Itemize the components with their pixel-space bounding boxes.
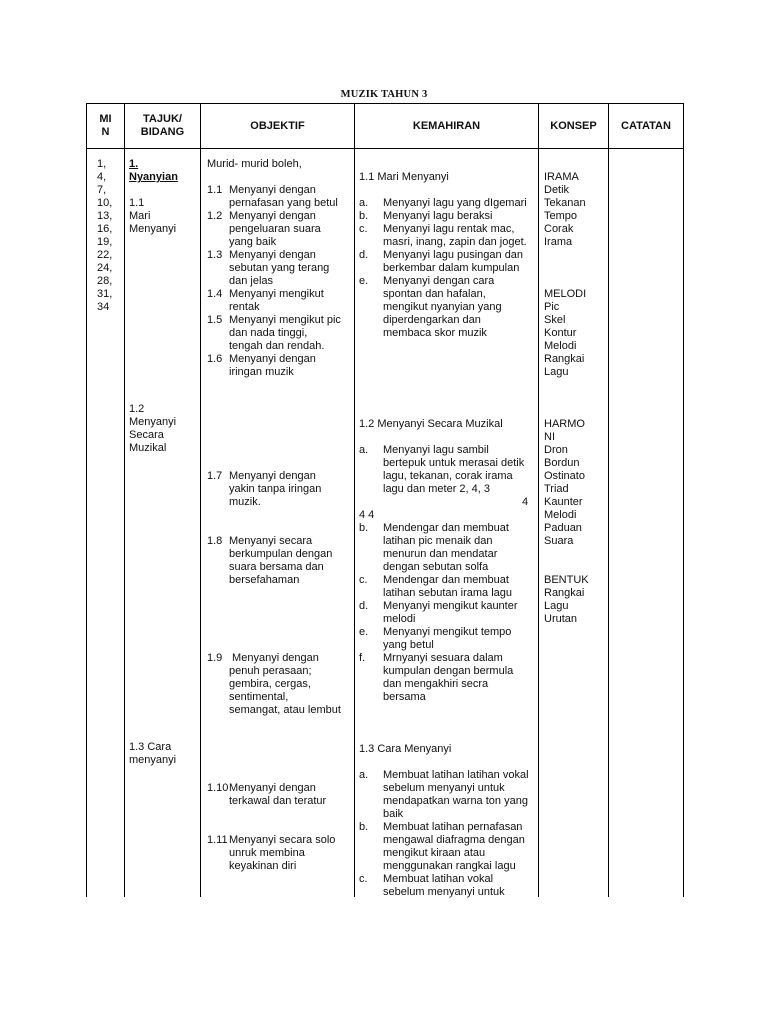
- kemahiran-item: [359, 600, 518, 626]
- text-line: keyakinan diri: [229, 860, 297, 872]
- konsep-item: Detik: [544, 184, 570, 196]
- header-tajuk-line1: TAJUK/: [143, 113, 182, 125]
- kemahiran-item: [359, 249, 523, 275]
- tajuk-1-3-line2: menyanyi: [129, 754, 177, 766]
- konsep-item: HARMO: [544, 418, 585, 430]
- col-divider: [124, 104, 125, 897]
- minggu-value: 34: [97, 301, 110, 313]
- text-line: menurun dan mendatar: [383, 548, 498, 560]
- minggu-value: 24,: [97, 262, 113, 274]
- konsep-item: Suara: [544, 535, 574, 547]
- header-catatan: [609, 104, 683, 148]
- kemahiran-item: [359, 873, 505, 899]
- konsep-item: Rangkai: [544, 353, 585, 365]
- text-line: Menyanyi lagu pusingan dan: [383, 249, 524, 261]
- header-objektif: [201, 104, 354, 148]
- objektif-item-text: [229, 249, 329, 288]
- col-divider: [538, 104, 539, 897]
- text-line: dengan sebutan solfa: [383, 561, 489, 573]
- text-line: Menyanyi mengikut tempo: [383, 626, 512, 638]
- text-line: Menyanyi dengan: [229, 353, 316, 365]
- meter-right: 4: [522, 496, 529, 508]
- konsep-item: Triad: [544, 483, 569, 495]
- kemahiran-item: [359, 626, 511, 652]
- text-line: dan jelas: [229, 275, 274, 287]
- header-minggu-line1: MI: [99, 113, 112, 125]
- text-line: Menyanyi dengan: [229, 184, 316, 196]
- text-line: Menyanyi lagu rentak mac,: [383, 223, 515, 235]
- text-line: yakin tanpa iringan: [229, 483, 322, 495]
- konsep-item: Dron: [544, 444, 568, 456]
- kemahiran-item-text: [383, 197, 527, 210]
- kemahiran-item-text: [383, 600, 518, 626]
- text-line: diperdengarkan dan: [383, 314, 481, 326]
- objektif-item-text: [229, 834, 335, 873]
- text-line: Menyanyi dengan: [229, 782, 316, 794]
- objektif-item: [207, 470, 321, 509]
- text-line: Membuat latihan vokal: [383, 873, 494, 885]
- text-line: latihan sebutan irama lagu: [383, 587, 513, 599]
- text-line: semangat, atau lembut: [229, 704, 341, 716]
- konsep-item: NI: [544, 431, 555, 443]
- minggu-value: 10,: [97, 197, 113, 209]
- kemahiran-item: [359, 210, 492, 223]
- kemahiran-item: [359, 197, 527, 210]
- tajuk-1-1-line1: Mari: [129, 210, 151, 222]
- kemahiran-item: [359, 652, 513, 704]
- text-line: unruk membina: [229, 847, 305, 859]
- objektif-item-label: 1.10: [207, 782, 229, 794]
- objektif-item-label: 1.8: [207, 535, 223, 547]
- objektif-item-text: [229, 470, 321, 509]
- text-line: lagu, tekanan, corak irama: [383, 470, 513, 482]
- objektif-item: [207, 353, 316, 379]
- text-line: Menyanyi mengikut: [229, 288, 324, 300]
- text-line: yang betul: [383, 639, 434, 651]
- text-line: yang baik: [229, 236, 277, 248]
- text-line: sentimental,: [229, 691, 289, 703]
- text-line: berkembar dalam kumpulan: [383, 262, 520, 274]
- konsep-item: Rangkai: [544, 587, 585, 599]
- objektif-item-text: [229, 782, 326, 808]
- objektif-intro: Murid- murid boleh,: [207, 158, 302, 170]
- text-line: pengeluaran suara: [229, 223, 321, 235]
- kemahiran-item: [359, 275, 502, 340]
- text-line: gembira, cergas,: [229, 678, 311, 690]
- text-line: iringan muzik: [229, 366, 294, 378]
- kemahiran-item: [359, 522, 509, 574]
- tajuk-1-1: [129, 197, 176, 236]
- syllabus-table: [86, 103, 684, 897]
- text-line: berkumpulan dengan: [229, 548, 333, 560]
- minggu-value: 7,: [97, 184, 107, 196]
- kemahiran-item-text: [383, 574, 512, 600]
- kemahiran-item-label: d.: [359, 249, 369, 261]
- objektif-item: [207, 184, 338, 210]
- text-line: Membuat latihan pernafasan: [383, 821, 523, 833]
- tajuk-1-1-num: 1.1: [129, 197, 145, 209]
- konsep-item: Lagu: [544, 600, 569, 612]
- konsep-item: BENTUK: [544, 574, 589, 586]
- text-line: dan nada tinggi,: [229, 327, 308, 339]
- konsep-item: Skel: [544, 314, 566, 326]
- kemahiran-item-text: [383, 275, 502, 340]
- text-line: latihan pic menaik dan: [383, 535, 493, 547]
- konsep-item: Melodi: [544, 340, 577, 352]
- text-line: mendapatkan warna ton yang: [383, 795, 528, 807]
- tajuk-1-2-line4: Muzikal: [129, 442, 167, 454]
- header-minggu: [87, 104, 124, 148]
- konsep-melodi: [544, 288, 586, 379]
- objektif-item-label: 1.7: [207, 470, 223, 482]
- kemahiran-item-label: e.: [359, 626, 369, 638]
- objektif-item-label: 1.11: [207, 834, 228, 846]
- text-line: Menyanyi secara: [229, 535, 313, 547]
- header-catatan-label: CATATAN: [621, 119, 671, 132]
- text-line: suara bersama dan: [229, 561, 324, 573]
- kemahiran-item-text: [383, 626, 511, 652]
- minggu-value: 22,: [97, 249, 113, 261]
- header-konsep: [539, 104, 608, 148]
- minggu-value: 28,: [97, 275, 113, 287]
- objektif-item: [207, 210, 321, 249]
- kemahiran-item-label: c.: [359, 223, 368, 235]
- tajuk-main-number: 1.: [129, 158, 139, 170]
- objektif-item-label: 1.2: [207, 210, 223, 222]
- tajuk-1-3-line1: 1.3 Cara: [129, 741, 172, 753]
- konsep-irama: [544, 171, 586, 249]
- text-line: penuh perasaan;: [229, 665, 312, 677]
- text-line: membaca skor muzik: [383, 327, 487, 339]
- objektif-item-text: [229, 184, 338, 210]
- kemahiran-item: [359, 574, 512, 600]
- text-line: Mrnyanyi sesuara dalam: [383, 652, 503, 664]
- minggu-value: 19,: [97, 236, 113, 248]
- text-line: sebelum menyanyi untuk: [383, 886, 505, 898]
- minggu-value: 13,: [97, 210, 113, 222]
- kemahiran-heading-1-1: 1.1 Mari Menyanyi: [359, 171, 449, 183]
- kemahiran-item-label: d.: [359, 600, 369, 612]
- kemahiran-item-text: [383, 769, 529, 821]
- text-line: mengawal diafragma dengan: [383, 834, 525, 846]
- col-divider: [200, 104, 201, 897]
- text-line: mengikut nyanyian yang: [383, 301, 502, 313]
- kemahiran-item-label: b.: [359, 821, 369, 833]
- text-line: Menyanyi mengikut pic: [229, 314, 341, 326]
- text-line: muzik.: [229, 496, 261, 508]
- objektif-item: [207, 652, 341, 717]
- objektif-item: [207, 249, 329, 288]
- text-line: spontan dan hafalan,: [383, 288, 486, 300]
- konsep-item: MELODI: [544, 288, 587, 300]
- meter-left: 4 4: [359, 509, 375, 521]
- text-line: Menyanyi dengan: [229, 652, 319, 664]
- objektif-item-text: [229, 288, 324, 314]
- kemahiran-item-text: [383, 873, 505, 899]
- objektif-item-text: [229, 353, 316, 379]
- text-line: sebutan yang terang: [229, 262, 330, 274]
- page-title: MUZIK TAHUN 3: [340, 89, 428, 100]
- kemahiran-item-text: [383, 249, 523, 275]
- konsep-harmoni: [544, 418, 585, 548]
- objektif-item-label: 1.6: [207, 353, 223, 365]
- kemahiran-item-label: c.: [359, 574, 368, 586]
- konsep-item: Pic: [544, 301, 560, 313]
- header-kemahiran-label: KEMAHIRAN: [412, 119, 481, 132]
- kemahiran-item-text: [383, 652, 513, 704]
- kemahiran-item-text: [383, 210, 492, 223]
- kemahiran-item-label: a.: [359, 444, 369, 456]
- text-line: Menyanyi dengan cara: [383, 275, 495, 287]
- objektif-item-label: 1.4: [207, 288, 223, 300]
- objektif-item-label: 1.9: [207, 652, 223, 664]
- text-line: mengikut kiraan atau: [383, 847, 486, 859]
- kemahiran-item: [359, 444, 524, 496]
- objektif-item-label: 1.5: [207, 314, 223, 326]
- tajuk-main-label: Nyanyian: [129, 171, 178, 183]
- text-line: kumpulan dengan bermula: [383, 665, 514, 677]
- text-line: Menyanyi lagu beraksi: [383, 210, 493, 222]
- catatan-cell: [609, 149, 683, 897]
- tajuk-section-1: [129, 158, 178, 184]
- konsep-item: Bordun: [544, 457, 580, 469]
- kemahiran-item-label: f.: [359, 652, 366, 664]
- kemahiran-heading-1-3: 1.3 Cara Menyanyi: [359, 743, 452, 755]
- kemahiran-heading-1-2: 1.2 Menyanyi Secara Muzikal: [359, 418, 503, 430]
- objektif-item: [207, 782, 326, 808]
- konsep-item: Melodi: [544, 509, 577, 521]
- konsep-bentuk: [544, 574, 589, 626]
- objektif-item: [207, 288, 324, 314]
- header-objektif-label: OBJEKTIF: [250, 119, 305, 132]
- konsep-item: Paduan: [544, 522, 582, 534]
- konsep-item: Tempo: [544, 210, 578, 222]
- kemahiran-item-text: [383, 821, 525, 873]
- text-line: tengah dan rendah.: [229, 340, 325, 352]
- text-line: melodi: [383, 613, 416, 625]
- tajuk-1-2: [129, 403, 176, 455]
- text-line: Membuat latihan latihan vokal: [383, 769, 529, 781]
- text-line: Menyanyi dengan: [229, 249, 316, 261]
- kemahiran-item-text: [383, 444, 524, 496]
- minggu-value: 1,: [97, 158, 107, 170]
- kemahiran-item-label: e.: [359, 275, 369, 287]
- tajuk-1-2-line3: Secara: [129, 429, 164, 441]
- konsep-item: IRAMA: [544, 171, 579, 183]
- text-line: terkawal dan teratur: [229, 795, 327, 807]
- konsep-item: Kontur: [544, 327, 577, 339]
- text-line: lagu dan meter 2, 4, 3: [383, 483, 491, 495]
- objektif-item: [207, 535, 332, 587]
- konsep-item: Tekanan: [544, 197, 586, 209]
- konsep-item: Urutan: [544, 613, 578, 625]
- tajuk-1-3: [129, 741, 176, 767]
- text-line: Menyanyi dengan: [229, 470, 316, 482]
- text-line: baik: [383, 808, 404, 820]
- text-line: Mendengar dan membuat: [383, 522, 509, 534]
- objektif-item: [207, 834, 335, 873]
- kemahiran-item-text: [383, 223, 527, 249]
- objektif-item-label: 1.1: [207, 184, 223, 196]
- tajuk-1-1-line2: Menyanyi: [129, 223, 177, 235]
- objektif-item-text: [229, 535, 332, 587]
- kemahiran-item-label: b.: [359, 522, 369, 534]
- konsep-item: Ostinato: [544, 470, 585, 482]
- header-divider: [87, 148, 683, 149]
- minggu-value: 31,: [97, 288, 113, 300]
- objektif-item-text: [229, 652, 341, 717]
- text-line: menggunakan rangkai lagu: [383, 860, 516, 872]
- header-tajuk-line2: BIDANG: [140, 126, 185, 138]
- text-line: Mendengar dan membuat: [383, 574, 509, 586]
- minggu-value: 4,: [97, 171, 107, 183]
- objektif-item-text: [229, 314, 341, 353]
- kemahiran-item-label: c.: [359, 873, 368, 885]
- kemahiran-item: [359, 769, 529, 821]
- text-line: pernafasan yang betul: [229, 197, 338, 209]
- minggu-value: 16,: [97, 223, 113, 235]
- kemahiran-item: [359, 223, 527, 249]
- kemahiran-item-text: [383, 522, 509, 574]
- tajuk-1-2-num: 1.2: [129, 403, 145, 415]
- text-line: masri, inang, zapin dan joget.: [383, 236, 527, 248]
- col-divider: [354, 104, 355, 897]
- text-line: Menyanyi secara solo: [229, 834, 336, 846]
- objektif-item: [207, 314, 341, 353]
- tajuk-1-2-line2: Menyanyi: [129, 416, 177, 428]
- kemahiran-item-label: a.: [359, 197, 369, 209]
- konsep-item: Irama: [544, 236, 573, 248]
- objektif-item-text: [229, 210, 321, 249]
- objektif-item-label: 1.3: [207, 249, 223, 261]
- minggu-list: [97, 158, 112, 314]
- text-line: bersama: [383, 691, 426, 703]
- kemahiran-item-label: a.: [359, 769, 369, 781]
- konsep-item: Corak: [544, 223, 574, 235]
- text-line: Menyanyi lagu sambil: [383, 444, 489, 456]
- text-line: sebelum menyanyi untuk: [383, 782, 505, 794]
- text-line: bersefahaman: [229, 574, 300, 586]
- text-line: rentak: [229, 301, 260, 313]
- konsep-item: Kaunter: [544, 496, 583, 508]
- konsep-item: Lagu: [544, 366, 569, 378]
- header-tajuk: [125, 104, 200, 148]
- text-line: Menyanyi dengan: [229, 210, 316, 222]
- text-line: bertepuk untuk merasai detik: [383, 457, 525, 469]
- kemahiran-item-label: b.: [359, 210, 369, 222]
- text-line: dan mengakhiri secra: [383, 678, 489, 690]
- text-line: Menyanyi lagu yang dIgemari: [383, 197, 527, 209]
- header-konsep-label: KONSEP: [550, 119, 597, 132]
- header-kemahiran: [355, 104, 538, 148]
- kemahiran-item: [359, 821, 525, 873]
- header-minggu-line2: N: [101, 126, 110, 138]
- text-line: Menyanyi mengikut kaunter: [383, 600, 518, 612]
